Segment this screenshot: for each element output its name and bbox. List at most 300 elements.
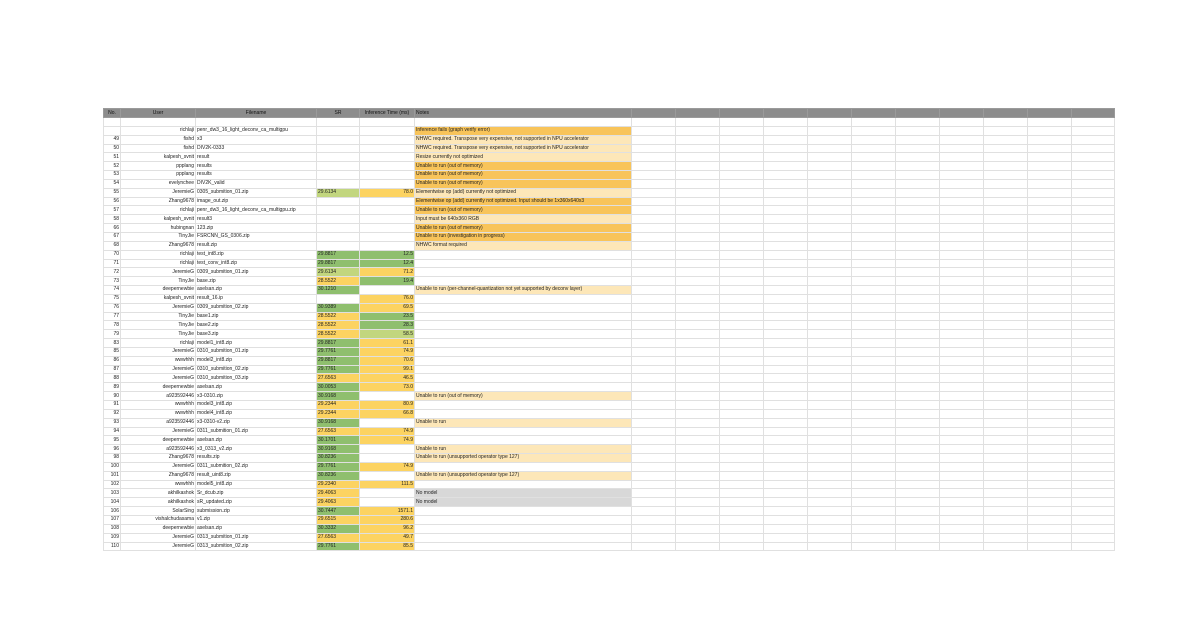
cell-sr[interactable]: 29.7761 [317, 542, 360, 551]
cell-empty[interactable] [1072, 250, 1115, 259]
cell-empty[interactable] [676, 303, 720, 312]
cell-empty[interactable] [940, 268, 984, 277]
cell-empty[interactable] [984, 533, 1028, 542]
cell-empty[interactable] [984, 542, 1028, 551]
cell-empty[interactable] [984, 365, 1028, 374]
cell-empty[interactable] [1028, 507, 1072, 516]
cell-file[interactable]: aselsan.zip [196, 524, 317, 533]
cell-no[interactable]: 100 [104, 462, 121, 471]
cell-empty[interactable] [984, 374, 1028, 383]
cell-no[interactable]: 93 [104, 418, 121, 427]
cell-empty[interactable] [896, 436, 940, 445]
cell-empty[interactable] [720, 374, 764, 383]
cell-empty[interactable] [808, 392, 852, 401]
cell-user[interactable]: akhilkashok [121, 489, 196, 498]
cell-empty[interactable] [940, 383, 984, 392]
cell-inf[interactable] [360, 179, 415, 188]
cell-user[interactable]: akhilkashok [121, 498, 196, 507]
cell-empty[interactable] [1072, 347, 1115, 356]
cell-notes[interactable]: Unable to run (out of memory) [415, 206, 632, 215]
cell-user[interactable]: wwwhhh [121, 409, 196, 418]
cell-no[interactable]: 108 [104, 524, 121, 533]
cell-empty[interactable] [764, 454, 808, 463]
cell-empty[interactable] [764, 171, 808, 180]
cell-no[interactable]: 72 [104, 268, 121, 277]
cell-user[interactable]: ppplang [121, 171, 196, 180]
cell-inf[interactable] [360, 153, 415, 162]
cell-empty[interactable] [764, 268, 808, 277]
cell-inf[interactable]: 78.0 [360, 188, 415, 197]
cell-no[interactable]: 76 [104, 303, 121, 312]
cell-notes[interactable] [415, 383, 632, 392]
cell-empty[interactable] [808, 339, 852, 348]
cell-user[interactable]: deepernewbie [121, 524, 196, 533]
cell-no[interactable]: 98 [104, 454, 121, 463]
cell-empty[interactable] [896, 171, 940, 180]
cell-empty[interactable] [808, 427, 852, 436]
cell-empty[interactable] [764, 365, 808, 374]
cell-empty[interactable] [720, 232, 764, 241]
cell-empty[interactable] [1028, 480, 1072, 489]
header-notes[interactable]: Notes [415, 109, 632, 118]
cell-empty[interactable] [1072, 126, 1115, 135]
cell-sr[interactable] [317, 162, 360, 171]
cell-empty[interactable] [896, 445, 940, 454]
cell-notes[interactable] [415, 294, 632, 303]
cell-notes[interactable]: NHWC format required [415, 241, 632, 250]
cell-inf[interactable] [360, 171, 415, 180]
cell-empty[interactable] [984, 507, 1028, 516]
cell-empty[interactable] [984, 286, 1028, 295]
cell-empty[interactable] [984, 480, 1028, 489]
cell-file[interactable]: results [196, 171, 317, 180]
cell-empty[interactable] [808, 144, 852, 153]
header-inference-time[interactable]: Inference Time (ms) [360, 109, 415, 118]
cell-inf[interactable] [360, 144, 415, 153]
cell-empty[interactable] [676, 126, 720, 135]
cell-sr[interactable]: 30.0053 [317, 383, 360, 392]
cell-empty[interactable] [940, 188, 984, 197]
cell-file[interactable]: results [196, 162, 317, 171]
cell-empty[interactable] [720, 365, 764, 374]
cell-notes[interactable]: Unable to run (out of memory) [415, 224, 632, 233]
cell-empty[interactable] [720, 471, 764, 480]
cell-empty[interactable] [984, 445, 1028, 454]
cell-empty[interactable] [940, 206, 984, 215]
cell-empty[interactable] [808, 401, 852, 410]
cell-empty[interactable] [896, 409, 940, 418]
cell-empty[interactable] [764, 250, 808, 259]
cell-empty[interactable] [764, 232, 808, 241]
cell-empty[interactable] [852, 339, 896, 348]
header-empty[interactable] [940, 109, 984, 118]
cell-empty[interactable] [720, 321, 764, 330]
cell-file[interactable]: Sr_dcub.zip [196, 489, 317, 498]
cell-sr[interactable]: 29.6515 [317, 515, 360, 524]
cell-file[interactable]: submission.zip [196, 507, 317, 516]
cell-notes[interactable]: Unable to run (investigation in progress) [415, 232, 632, 241]
cell-sr[interactable] [317, 135, 360, 144]
cell-file[interactable]: x3 [196, 135, 317, 144]
cell-empty[interactable] [676, 480, 720, 489]
cell-empty[interactable] [632, 188, 676, 197]
cell-empty[interactable] [852, 197, 896, 206]
cell-empty[interactable] [808, 418, 852, 427]
cell-empty[interactable] [720, 250, 764, 259]
cell-empty[interactable] [896, 356, 940, 365]
cell-file[interactable]: base.zip [196, 277, 317, 286]
cell-empty[interactable] [632, 232, 676, 241]
cell-empty[interactable] [852, 277, 896, 286]
cell-sr[interactable]: 29.8817 [317, 339, 360, 348]
cell-empty[interactable] [852, 188, 896, 197]
cell-empty[interactable] [720, 489, 764, 498]
cell-empty[interactable] [852, 409, 896, 418]
cell-empty[interactable] [1072, 277, 1115, 286]
cell-file[interactable]: model3_int8.zip [196, 401, 317, 410]
cell-empty[interactable] [632, 241, 676, 250]
cell-empty[interactable] [984, 126, 1028, 135]
cell-empty[interactable] [984, 462, 1028, 471]
cell-empty[interactable] [764, 489, 808, 498]
cell-empty[interactable] [632, 250, 676, 259]
cell-empty[interactable] [852, 135, 896, 144]
cell-empty[interactable] [984, 409, 1028, 418]
cell-empty[interactable] [940, 471, 984, 480]
cell-empty[interactable] [984, 356, 1028, 365]
cell-empty[interactable] [1072, 462, 1115, 471]
cell-empty[interactable] [1028, 241, 1072, 250]
cell-file[interactable]: base1.zip [196, 312, 317, 321]
cell-empty[interactable] [632, 347, 676, 356]
cell-empty[interactable] [720, 135, 764, 144]
cell-notes[interactable] [415, 268, 632, 277]
cell-sr[interactable]: 29.6134 [317, 268, 360, 277]
cell-empty[interactable] [632, 135, 676, 144]
cell-no[interactable]: 56 [104, 197, 121, 206]
cell-empty[interactable] [764, 179, 808, 188]
cell-empty[interactable] [632, 277, 676, 286]
cell-empty[interactable] [676, 153, 720, 162]
cell-notes[interactable] [415, 507, 632, 516]
cell-empty[interactable] [1028, 356, 1072, 365]
cell-empty[interactable] [720, 118, 764, 127]
cell-empty[interactable] [852, 383, 896, 392]
cell-empty[interactable] [896, 241, 940, 250]
cell-no[interactable]: 94 [104, 427, 121, 436]
cell-inf[interactable] [360, 471, 415, 480]
cell-empty[interactable] [720, 153, 764, 162]
cell-empty[interactable] [632, 409, 676, 418]
cell-empty[interactable] [720, 197, 764, 206]
cell-empty[interactable] [808, 471, 852, 480]
cell-empty[interactable] [940, 515, 984, 524]
cell-empty[interactable] [896, 303, 940, 312]
cell-file[interactable]: 0313_submition_02.zip [196, 542, 317, 551]
cell-empty[interactable] [808, 445, 852, 454]
cell-notes[interactable] [415, 303, 632, 312]
cell-empty[interactable] [632, 294, 676, 303]
cell-sr[interactable]: 27.6563 [317, 533, 360, 542]
cell-empty[interactable] [1072, 135, 1115, 144]
cell-user[interactable]: Zhang9678 [121, 241, 196, 250]
cell-empty[interactable] [1028, 312, 1072, 321]
cell-no[interactable]: 50 [104, 144, 121, 153]
cell-no[interactable]: 78 [104, 321, 121, 330]
cell-empty[interactable] [940, 312, 984, 321]
cell-empty[interactable] [852, 171, 896, 180]
cell-empty[interactable] [1028, 374, 1072, 383]
cell-sr[interactable]: 30.9389 [317, 303, 360, 312]
cell-empty[interactable] [1028, 401, 1072, 410]
cell-empty[interactable] [896, 374, 940, 383]
cell-empty[interactable] [896, 268, 940, 277]
cell-empty[interactable] [808, 250, 852, 259]
cell-no[interactable]: 106 [104, 507, 121, 516]
cell-empty[interactable] [764, 347, 808, 356]
cell-sr[interactable]: 29.2344 [317, 409, 360, 418]
cell-no[interactable]: 74 [104, 286, 121, 295]
cell-no[interactable]: 91 [104, 401, 121, 410]
cell-empty[interactable] [764, 118, 808, 127]
cell-empty[interactable] [808, 206, 852, 215]
cell-empty[interactable] [808, 321, 852, 330]
cell-file[interactable]: model5_int8.zip [196, 480, 317, 489]
cell-no[interactable]: 52 [104, 162, 121, 171]
cell-inf[interactable]: 280.6 [360, 515, 415, 524]
cell-user[interactable]: JeremieG [121, 347, 196, 356]
cell-empty[interactable] [720, 303, 764, 312]
cell-empty[interactable] [808, 524, 852, 533]
cell-empty[interactable] [896, 197, 940, 206]
cell-empty[interactable] [1028, 303, 1072, 312]
cell-empty[interactable] [1028, 383, 1072, 392]
cell-empty[interactable] [1028, 224, 1072, 233]
cell-empty[interactable] [764, 330, 808, 339]
cell-sr[interactable] [317, 179, 360, 188]
cell-file[interactable]: DIV2K_valid [196, 179, 317, 188]
cell-empty[interactable] [1072, 533, 1115, 542]
cell-empty[interactable] [808, 489, 852, 498]
cell-user[interactable]: TinyJie [121, 232, 196, 241]
cell-empty[interactable] [852, 312, 896, 321]
cell-empty[interactable] [896, 383, 940, 392]
cell-empty[interactable] [676, 401, 720, 410]
cell-no[interactable] [104, 118, 121, 127]
cell-empty[interactable] [764, 303, 808, 312]
cell-empty[interactable] [1028, 197, 1072, 206]
cell-empty[interactable] [852, 224, 896, 233]
cell-user[interactable]: TinyJie [121, 330, 196, 339]
cell-empty[interactable] [764, 401, 808, 410]
cell-empty[interactable] [1028, 330, 1072, 339]
cell-inf[interactable] [360, 445, 415, 454]
cell-empty[interactable] [852, 515, 896, 524]
cell-file[interactable]: base3.zip [196, 330, 317, 339]
cell-sr[interactable]: 30.1210 [317, 286, 360, 295]
cell-empty[interactable] [896, 401, 940, 410]
cell-empty[interactable] [1072, 480, 1115, 489]
cell-inf[interactable]: 12.5 [360, 250, 415, 259]
cell-empty[interactable] [676, 533, 720, 542]
cell-sr[interactable]: 29.2340 [317, 480, 360, 489]
cell-sr[interactable]: 29.8817 [317, 356, 360, 365]
cell-empty[interactable] [676, 542, 720, 551]
cell-user[interactable]: fishd [121, 144, 196, 153]
cell-no[interactable]: 49 [104, 135, 121, 144]
cell-sr[interactable] [317, 224, 360, 233]
cell-empty[interactable] [764, 392, 808, 401]
cell-empty[interactable] [720, 294, 764, 303]
cell-empty[interactable] [632, 330, 676, 339]
cell-user[interactable]: JeremieG [121, 533, 196, 542]
cell-empty[interactable] [852, 162, 896, 171]
cell-no[interactable]: 85 [104, 347, 121, 356]
cell-empty[interactable] [764, 126, 808, 135]
cell-empty[interactable] [632, 179, 676, 188]
cell-file[interactable]: 0313_submition_01.zip [196, 533, 317, 542]
cell-empty[interactable] [1028, 188, 1072, 197]
cell-empty[interactable] [764, 224, 808, 233]
cell-empty[interactable] [764, 498, 808, 507]
cell-file[interactable]: result_uint8.zip [196, 471, 317, 480]
cell-notes[interactable] [415, 312, 632, 321]
cell-notes[interactable] [415, 118, 632, 127]
cell-no[interactable]: 68 [104, 241, 121, 250]
cell-empty[interactable] [852, 427, 896, 436]
cell-empty[interactable] [852, 259, 896, 268]
cell-empty[interactable] [764, 339, 808, 348]
cell-inf[interactable] [360, 126, 415, 135]
cell-file[interactable]: 0310_submition_03.zip [196, 374, 317, 383]
cell-user[interactable]: JeremieG [121, 542, 196, 551]
cell-empty[interactable] [676, 515, 720, 524]
cell-user[interactable]: evelynchee [121, 179, 196, 188]
cell-file[interactable]: result.zip [196, 241, 317, 250]
cell-empty[interactable] [896, 480, 940, 489]
cell-sr[interactable]: 29.7761 [317, 365, 360, 374]
cell-empty[interactable] [940, 489, 984, 498]
cell-empty[interactable] [676, 268, 720, 277]
cell-user[interactable]: hubingnan [121, 224, 196, 233]
cell-sr[interactable]: 28.5522 [317, 321, 360, 330]
cell-empty[interactable] [764, 374, 808, 383]
cell-notes[interactable]: Unable to run [415, 445, 632, 454]
cell-user[interactable]: wwwhhh [121, 356, 196, 365]
cell-no[interactable]: 79 [104, 330, 121, 339]
cell-notes[interactable] [415, 480, 632, 489]
cell-empty[interactable] [940, 480, 984, 489]
cell-empty[interactable] [852, 241, 896, 250]
cell-empty[interactable] [720, 356, 764, 365]
cell-user[interactable]: JeremieG [121, 268, 196, 277]
cell-empty[interactable] [1072, 188, 1115, 197]
cell-sr[interactable]: 28.5522 [317, 312, 360, 321]
cell-empty[interactable] [676, 409, 720, 418]
cell-no[interactable] [104, 126, 121, 135]
cell-no[interactable]: 55 [104, 188, 121, 197]
cell-empty[interactable] [1028, 515, 1072, 524]
cell-empty[interactable] [676, 286, 720, 295]
cell-empty[interactable] [676, 454, 720, 463]
cell-empty[interactable] [1028, 339, 1072, 348]
cell-no[interactable]: 83 [104, 339, 121, 348]
cell-empty[interactable] [632, 524, 676, 533]
cell-empty[interactable] [808, 241, 852, 250]
cell-empty[interactable] [896, 462, 940, 471]
cell-sr[interactable]: 29.2344 [317, 401, 360, 410]
cell-empty[interactable] [1028, 436, 1072, 445]
cell-empty[interactable] [632, 507, 676, 516]
cell-sr[interactable]: 27.6563 [317, 427, 360, 436]
cell-empty[interactable] [1072, 515, 1115, 524]
cell-empty[interactable] [940, 330, 984, 339]
cell-empty[interactable] [632, 286, 676, 295]
cell-inf[interactable]: 71.2 [360, 268, 415, 277]
cell-user[interactable]: JeremieG [121, 188, 196, 197]
cell-empty[interactable] [808, 347, 852, 356]
cell-sr[interactable] [317, 232, 360, 241]
cell-empty[interactable] [1072, 232, 1115, 241]
cell-empty[interactable] [896, 232, 940, 241]
cell-empty[interactable] [632, 401, 676, 410]
cell-user[interactable]: a923592446 [121, 392, 196, 401]
cell-empty[interactable] [852, 542, 896, 551]
cell-no[interactable]: 101 [104, 471, 121, 480]
cell-empty[interactable] [632, 445, 676, 454]
cell-empty[interactable] [808, 268, 852, 277]
cell-file[interactable]: 0309_submition_01.zip [196, 268, 317, 277]
cell-empty[interactable] [808, 179, 852, 188]
cell-empty[interactable] [720, 480, 764, 489]
cell-no[interactable]: 75 [104, 294, 121, 303]
cell-user[interactable]: fishd [121, 135, 196, 144]
cell-empty[interactable] [632, 489, 676, 498]
cell-empty[interactable] [896, 339, 940, 348]
cell-empty[interactable] [1072, 171, 1115, 180]
cell-empty[interactable] [720, 507, 764, 516]
cell-empty[interactable] [940, 542, 984, 551]
cell-empty[interactable] [720, 179, 764, 188]
cell-empty[interactable] [720, 259, 764, 268]
cell-sr[interactable]: 30.3332 [317, 524, 360, 533]
cell-empty[interactable] [632, 515, 676, 524]
cell-empty[interactable] [1028, 232, 1072, 241]
cell-user[interactable] [121, 118, 196, 127]
cell-no[interactable]: 87 [104, 365, 121, 374]
cell-empty[interactable] [764, 427, 808, 436]
cell-empty[interactable] [720, 418, 764, 427]
cell-empty[interactable] [1028, 294, 1072, 303]
cell-empty[interactable] [896, 277, 940, 286]
cell-sr[interactable]: 30.1701 [317, 436, 360, 445]
cell-empty[interactable] [852, 462, 896, 471]
cell-notes[interactable]: Inference fails (graph verify error) [415, 126, 632, 135]
cell-empty[interactable] [764, 524, 808, 533]
cell-empty[interactable] [676, 365, 720, 374]
cell-empty[interactable] [676, 524, 720, 533]
cell-empty[interactable] [764, 356, 808, 365]
cell-notes[interactable]: Unable to run (out of memory) [415, 162, 632, 171]
cell-user[interactable]: a923592446 [121, 418, 196, 427]
cell-empty[interactable] [1028, 126, 1072, 135]
cell-inf[interactable]: 28.3 [360, 321, 415, 330]
cell-empty[interactable] [676, 383, 720, 392]
cell-empty[interactable] [676, 277, 720, 286]
cell-empty[interactable] [984, 401, 1028, 410]
cell-empty[interactable] [984, 294, 1028, 303]
cell-empty[interactable] [764, 135, 808, 144]
